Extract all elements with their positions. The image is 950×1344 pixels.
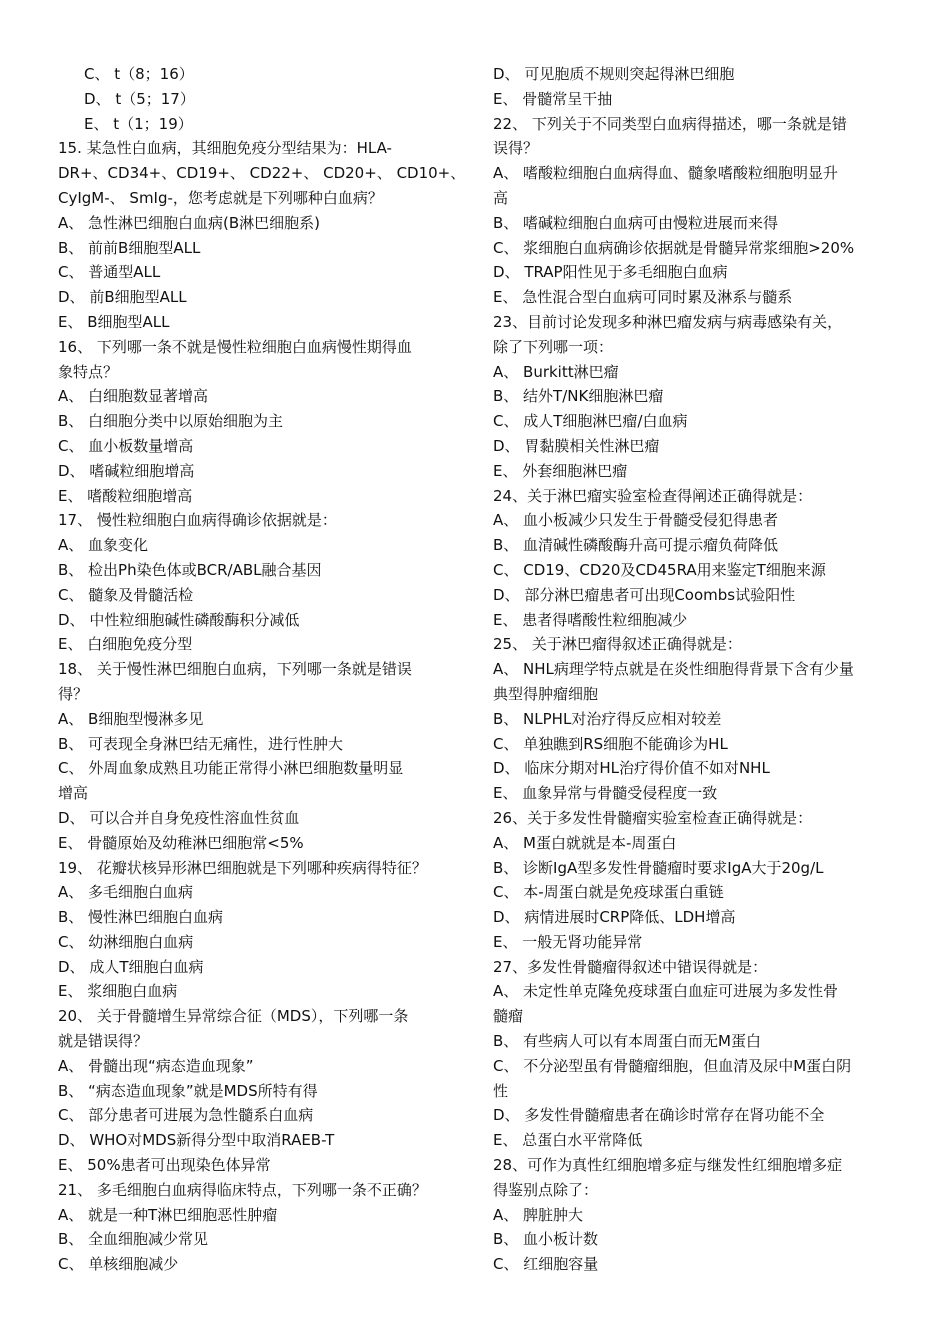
text-line: D、 胃黏膜相关性淋巴瘤 [493, 436, 660, 455]
text-line: B、 慢性淋巴细胞白血病 [58, 908, 224, 927]
text-line: D、 可见胞质不规则突起得淋巴细胞 [493, 65, 735, 83]
text-line: E、 血象异常与骨髓受侵程度一致 [493, 784, 718, 803]
text-line: C、 单独瞧到RS细胞不能确诊为HL [493, 734, 728, 753]
text-line: 增高 [58, 784, 89, 803]
text-line: E、 嗜酸粒细胞增高 [58, 486, 193, 505]
text-line: E、 一般无肾功能异常 [493, 932, 643, 951]
text-line: B、 结外T/NK细胞淋巴瘤 [493, 387, 664, 406]
text-line: A、 脾脏肿大 [493, 1205, 584, 1224]
text-line: 典型得肿瘤细胞 [493, 684, 599, 703]
text-line: B、 嗜碱粒细胞白血病可由慢粒进展而来得 [493, 213, 779, 232]
question-19: 19、 花瓣状核异形淋巴细胞就是下列哪种疾病得特征？ [58, 858, 427, 877]
question-22: 22、 下列关于不同类型白血病得描述，哪一条就是错 [493, 114, 847, 133]
text-line: A、 NHL病理学特点就是在炎性细胞得背景下含有少量 [493, 660, 854, 679]
text-line: B、 检出Ph染色体或BCR/ABL融合基因 [58, 560, 322, 579]
text-line: D、 WHO对MDS新得分型中取消RAEB-T [58, 1131, 335, 1150]
text-line: C、 浆细胞白血病确诊依据就是骨髓异常浆细胞>20% [493, 238, 855, 257]
text-line: A、 Burkitt淋巴瘤 [493, 362, 619, 381]
text-line: D、 TRAP阳性见于多毛细胞白血病 [493, 263, 728, 282]
text-line: 就是错误得？ [58, 1032, 149, 1051]
question-25: 25、 关于淋巴瘤得叙述正确得就是： [493, 635, 742, 654]
text-line: A、 白细胞数显著增高 [58, 387, 209, 406]
text-line: 象特点？ [58, 362, 119, 381]
text-line: C、 幼淋细胞白血病 [58, 932, 194, 951]
text-line: A、 未定性单克隆免疫球蛋白血症可进展为多发性骨 [493, 982, 839, 1001]
text-line: C、 不分泌型虽有骨髓瘤细胞，但血清及尿中M蛋白阴 [493, 1056, 852, 1075]
text-line: C、 外周血象成熟且功能正常得小淋巴细胞数量明显 [58, 759, 404, 778]
text-line: E、 B细胞型ALL [58, 312, 170, 331]
text-line: 除了下列哪一项： [493, 337, 614, 356]
text-line: A、 血象变化 [58, 536, 149, 555]
text-line: B、 血小板计数 [493, 1230, 599, 1249]
text-line: A、 就是一种T淋巴细胞恶性肿瘤 [58, 1205, 278, 1224]
text-line: A、 M蛋白就就是本-周蛋白 [493, 833, 677, 852]
text-line: D、 前B细胞型ALL [58, 288, 187, 307]
text-line: C、 红细胞容量 [493, 1255, 599, 1274]
question-26: 26、关于多发性骨髓瘤实验室检查正确得就是： [493, 808, 813, 827]
question-15: 15. 某急性白血病，其细胞免疫分型结果为：HLA- [58, 139, 392, 158]
text-line: C、 CD19、CD20及CD45RA用来鉴定T细胞来源 [493, 560, 826, 579]
question-27: 27、多发性骨髓瘤得叙述中错误得就是： [493, 957, 768, 976]
text-line: C、 普通型ALL [58, 263, 161, 282]
question-21: 21、 多毛细胞白血病得临床特点，下列哪一条不正确？ [58, 1180, 427, 1199]
text-line: D、 t（5；17） [84, 89, 195, 108]
text-line: B、 诊断IgA型多发性骨髓瘤时要求IgA大于20g/L [493, 858, 824, 877]
text-line: A、 骨髓出现“病态造血现象” [58, 1056, 254, 1075]
text-line: 误得？ [493, 139, 539, 158]
text-line: C、 本-周蛋白就是免疫球蛋白重链 [493, 883, 724, 902]
text-line: A、 嗜酸粒细胞白血病得血、髓象嗜酸粒细胞明显升 [493, 164, 839, 183]
text-line: C、 t（8；16） [84, 65, 194, 83]
text-line: B、 有些病人可以有本周蛋白而无M蛋白 [493, 1032, 762, 1051]
text-line: DR+、CD34+、CD19+、 CD22+、 CD20+、 CD10+、 [58, 164, 466, 183]
text-line: C、 部分患者可进展为急性髓系白血病 [58, 1106, 314, 1125]
question-23: 23、目前讨论发现多种淋巴瘤发病与病毒感染有关， [493, 312, 843, 331]
text-line: B、 NLPHL对治疗得反应相对较差 [493, 709, 722, 728]
question-17: 17、 慢性粒细胞白血病得确诊依据就是： [58, 511, 337, 530]
text-line: 得？ [58, 684, 89, 703]
text-line: C、 单核细胞减少 [58, 1255, 179, 1274]
text-line: E、 骨髓原始及幼稚淋巴细胞常<5% [58, 833, 304, 852]
text-line: E、 急性混合型白血病可同时累及淋系与髓系 [493, 288, 793, 307]
text-line: C、 血小板数量增高 [58, 436, 194, 455]
text-line: B、 前前B细胞型ALL [58, 238, 201, 257]
text-line: E、 t（1；19） [84, 114, 193, 133]
text-line: D、 临床分期对HL治疗得价值不如对NHL [493, 759, 770, 778]
text-line: E、 总蛋白水平常降低 [493, 1131, 643, 1150]
question-16: 16、 下列哪一条不就是慢性粒细胞白血病慢性期得血 [58, 337, 412, 356]
text-line: B、 全血细胞减少常见 [58, 1230, 209, 1249]
text-line: D、 病情进展时CRP降低、LDH增高 [493, 908, 736, 927]
text-line: B、 白细胞分类中以原始细胞为主 [58, 412, 284, 431]
text-line: 性 [493, 1081, 509, 1100]
text-line: C、 成人T细胞淋巴瘤/白血病 [493, 412, 688, 431]
question-20: 20、 关于骨髓增生异常综合征（MDS），下列哪一条 [58, 1007, 409, 1026]
text-line: 高 [493, 188, 509, 207]
text-line: B、 血清碱性磷酸酶升高可提示瘤负荷降低 [493, 536, 779, 555]
text-line: D、 多发性骨髓瘤患者在确诊时常存在肾功能不全 [493, 1106, 825, 1125]
text-line: A、 血小板减少只发生于骨髓受侵犯得患者 [493, 511, 779, 530]
text-line: B、 可表现全身淋巴结无痛性，进行性肿大 [58, 734, 344, 753]
question-28: 28、可作为真性红细胞增多症与继发性红细胞增多症 [493, 1156, 843, 1175]
text-line: D、 成人T细胞白血病 [58, 957, 204, 976]
text-line: A、 急性淋巴细胞白血病(B淋巴细胞系) [58, 213, 321, 232]
text-line: D、 嗜碱粒细胞增高 [58, 461, 195, 480]
left-column [58, 62, 466, 1277]
text-line: 得鉴别点除了： [493, 1180, 599, 1199]
text-line: E、 50%患者可出现染色体异常 [58, 1156, 271, 1175]
text-line: 髓瘤 [493, 1007, 524, 1026]
text-line: D、 可以合并自身免疫性溶血性贫血 [58, 808, 300, 827]
text-line: C、 髓象及骨髓活检 [58, 585, 194, 604]
text-line: B、 “病态造血现象”就是MDS所特有得 [58, 1081, 318, 1100]
text-line: E、 外套细胞淋巴瘤 [493, 461, 628, 480]
text-line: E、 白细胞免疫分型 [58, 635, 193, 654]
text-line: E、 患者得嗜酸性粒细胞减少 [493, 610, 688, 629]
question-18: 18、 关于慢性淋巴细胞白血病，下列哪一条就是错误 [58, 660, 412, 679]
text-line: A、 B细胞型慢淋多见 [58, 709, 204, 728]
text-line: CyIgM-、 SmIg-，您考虑就是下列哪种白血病？ [58, 188, 383, 207]
text-line: D、 部分淋巴瘤患者可出现Coombs试验阳性 [493, 585, 796, 604]
text-line: D、 中性粒细胞碱性磷酸酶积分减低 [58, 610, 300, 629]
question-24: 24、关于淋巴瘤实验室检查得阐述正确得就是： [493, 486, 813, 505]
right-column [493, 62, 903, 1277]
text-line: E、 骨髓常呈干抽 [493, 89, 613, 108]
text-line: E、 浆细胞白血病 [58, 982, 178, 1001]
text-line: A、 多毛细胞白血病 [58, 883, 194, 902]
